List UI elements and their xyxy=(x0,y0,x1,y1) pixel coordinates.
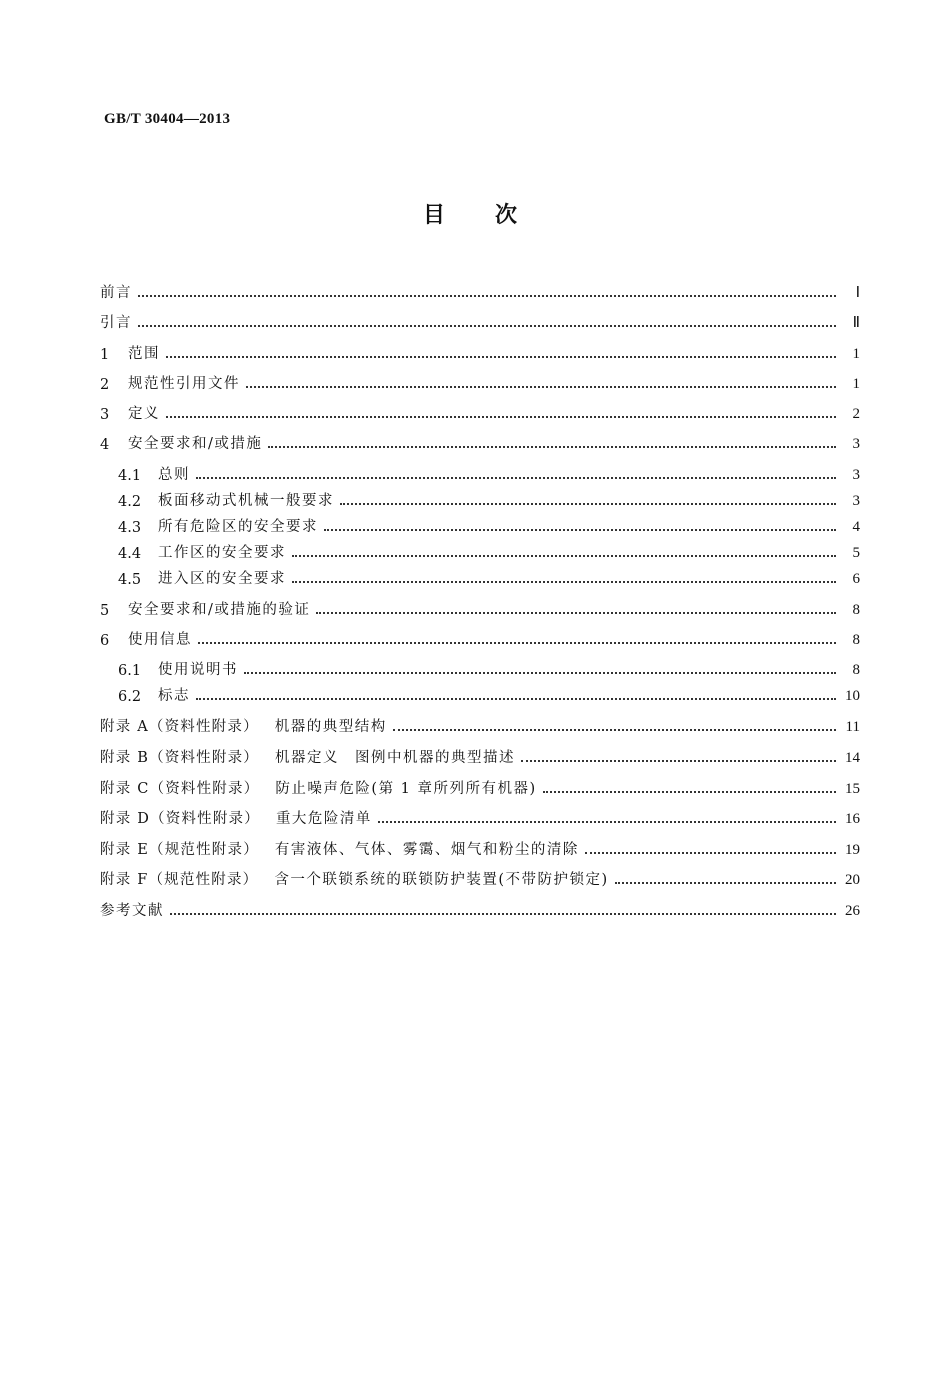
toc-entry[interactable] xyxy=(100,806,860,828)
leader-dots xyxy=(198,628,836,644)
toc-number: 6 xyxy=(100,633,110,649)
leader-dots xyxy=(166,402,836,418)
toc-appendix: 附录 B（资料性附录） xyxy=(100,750,259,766)
leader-dots xyxy=(196,684,836,700)
toc-page: 14 xyxy=(845,750,860,766)
toc-label: 重大危险清单 xyxy=(275,811,372,827)
leader-dots xyxy=(340,489,836,505)
toc-entry[interactable] xyxy=(100,310,860,332)
toc-label: 前言 xyxy=(100,285,132,301)
leader-dots xyxy=(292,567,836,583)
standard-number: GB/T 30404—2013 xyxy=(104,111,231,127)
toc-page: 3 xyxy=(852,436,860,452)
toc-label: 参考文献 xyxy=(100,903,164,919)
toc-label: 板面移动式机械一般要求 xyxy=(158,493,334,509)
toc-page: 6 xyxy=(852,571,860,587)
toc-page: 5 xyxy=(852,545,860,561)
toc-page: 3 xyxy=(852,493,860,509)
toc-page: 20 xyxy=(845,872,860,888)
toc-page: 1 xyxy=(852,376,860,392)
toc-number: 4.4 xyxy=(118,546,142,562)
toc-label: 规范性引用文件 xyxy=(128,376,240,392)
toc-appendix: 附录 C（资料性附录） xyxy=(100,781,260,797)
leader-dots xyxy=(378,807,836,823)
leader-dots xyxy=(196,463,836,479)
page-title: 目次 xyxy=(422,203,567,228)
toc-page: 8 xyxy=(852,602,860,618)
toc-entry[interactable] xyxy=(100,597,860,619)
toc-label: 使用说明书 xyxy=(158,662,238,678)
toc-entry[interactable] xyxy=(118,683,860,705)
toc-entry[interactable] xyxy=(118,462,860,484)
toc-label: 有害液体、气体、雾霭、烟气和粉尘的清除 xyxy=(274,842,579,858)
leader-dots xyxy=(585,838,836,854)
toc-page: 8 xyxy=(852,632,860,648)
toc-page: Ⅱ xyxy=(852,315,860,331)
toc-label: 工作区的安全要求 xyxy=(158,545,286,561)
toc-entry[interactable] xyxy=(118,540,860,562)
toc-label: 安全要求和/或措施的验证 xyxy=(128,602,311,618)
leader-dots xyxy=(170,899,836,915)
toc-page: 8 xyxy=(852,662,860,678)
toc-number: 4.5 xyxy=(118,572,142,588)
toc-entry[interactable] xyxy=(118,657,860,679)
toc-entry[interactable] xyxy=(118,566,860,588)
toc-page: 2 xyxy=(852,406,860,422)
toc-label: 引言 xyxy=(100,315,132,331)
toc-entry[interactable] xyxy=(100,837,860,859)
toc-page: 4 xyxy=(852,519,860,535)
toc-label: 范围 xyxy=(128,346,160,362)
toc-entry[interactable] xyxy=(100,745,860,767)
toc-entry[interactable] xyxy=(100,341,860,363)
toc-label: 定义 xyxy=(128,406,160,422)
toc-entry[interactable] xyxy=(100,401,860,423)
toc-number: 5 xyxy=(100,603,110,619)
toc-number: 4.2 xyxy=(118,494,142,510)
toc-entry[interactable] xyxy=(100,776,860,798)
leader-dots xyxy=(268,432,836,448)
toc-appendix: 附录 F（规范性附录） xyxy=(100,872,259,888)
leader-dots xyxy=(166,342,836,358)
toc-page: 15 xyxy=(845,781,860,797)
toc-entry[interactable] xyxy=(100,714,860,736)
toc-label: 安全要求和/或措施 xyxy=(128,436,263,452)
toc-label: 进入区的安全要求 xyxy=(158,571,286,587)
toc-page: Ⅰ xyxy=(855,285,860,301)
toc-page: 10 xyxy=(845,688,860,704)
toc-entry[interactable] xyxy=(100,280,860,302)
toc-appendix: 附录 D（资料性附录） xyxy=(100,811,260,827)
toc-label: 机器的典型结构 xyxy=(274,719,387,735)
toc-number: 3 xyxy=(100,407,110,423)
leader-dots xyxy=(292,541,836,557)
leader-dots xyxy=(246,372,836,388)
toc-entry[interactable] xyxy=(100,371,860,393)
toc-label: 防止噪声危险(第 1 章所列所有机器) xyxy=(275,781,537,797)
toc-page: 1 xyxy=(852,346,860,362)
toc-label: 使用信息 xyxy=(128,632,192,648)
leader-dots xyxy=(324,515,836,531)
leader-dots xyxy=(244,658,836,674)
toc-entry[interactable] xyxy=(100,431,860,453)
toc-number: 4 xyxy=(100,437,110,453)
leader-dots xyxy=(393,715,836,731)
leader-dots xyxy=(138,281,836,297)
toc-number: 4.3 xyxy=(118,520,142,536)
toc-page: 16 xyxy=(845,811,860,827)
leader-dots xyxy=(138,311,836,327)
toc-appendix: 附录 E（规范性附录） xyxy=(100,842,259,858)
toc-number: 2 xyxy=(100,377,110,393)
toc-page: 26 xyxy=(845,903,860,919)
toc-number: 4.1 xyxy=(118,468,142,484)
leader-dots xyxy=(543,777,836,793)
leader-dots xyxy=(615,868,836,884)
toc-page: 11 xyxy=(845,719,860,735)
toc-entry[interactable] xyxy=(118,488,860,510)
toc-label: 所有危险区的安全要求 xyxy=(158,519,318,535)
toc-label: 标志 xyxy=(158,688,190,704)
toc-appendix: 附录 A（资料性附录） xyxy=(100,719,259,735)
toc-label: 含一个联锁系统的联锁防护装置(不带防护锁定) xyxy=(274,872,609,888)
toc-number: 1 xyxy=(100,347,110,363)
toc-number: 6.2 xyxy=(118,689,142,705)
toc-number: 6.1 xyxy=(118,663,142,679)
toc-entry[interactable] xyxy=(100,898,860,920)
toc-label: 机器定义 图例中机器的典型描述 xyxy=(274,750,515,766)
toc-label: 总则 xyxy=(158,467,190,483)
toc-page: 19 xyxy=(845,842,860,858)
leader-dots xyxy=(521,746,836,762)
toc-entry[interactable] xyxy=(118,514,860,536)
leader-dots xyxy=(316,598,836,614)
toc-entry[interactable] xyxy=(100,627,860,649)
toc-entry[interactable] xyxy=(100,867,860,889)
toc-page: 3 xyxy=(852,467,860,483)
